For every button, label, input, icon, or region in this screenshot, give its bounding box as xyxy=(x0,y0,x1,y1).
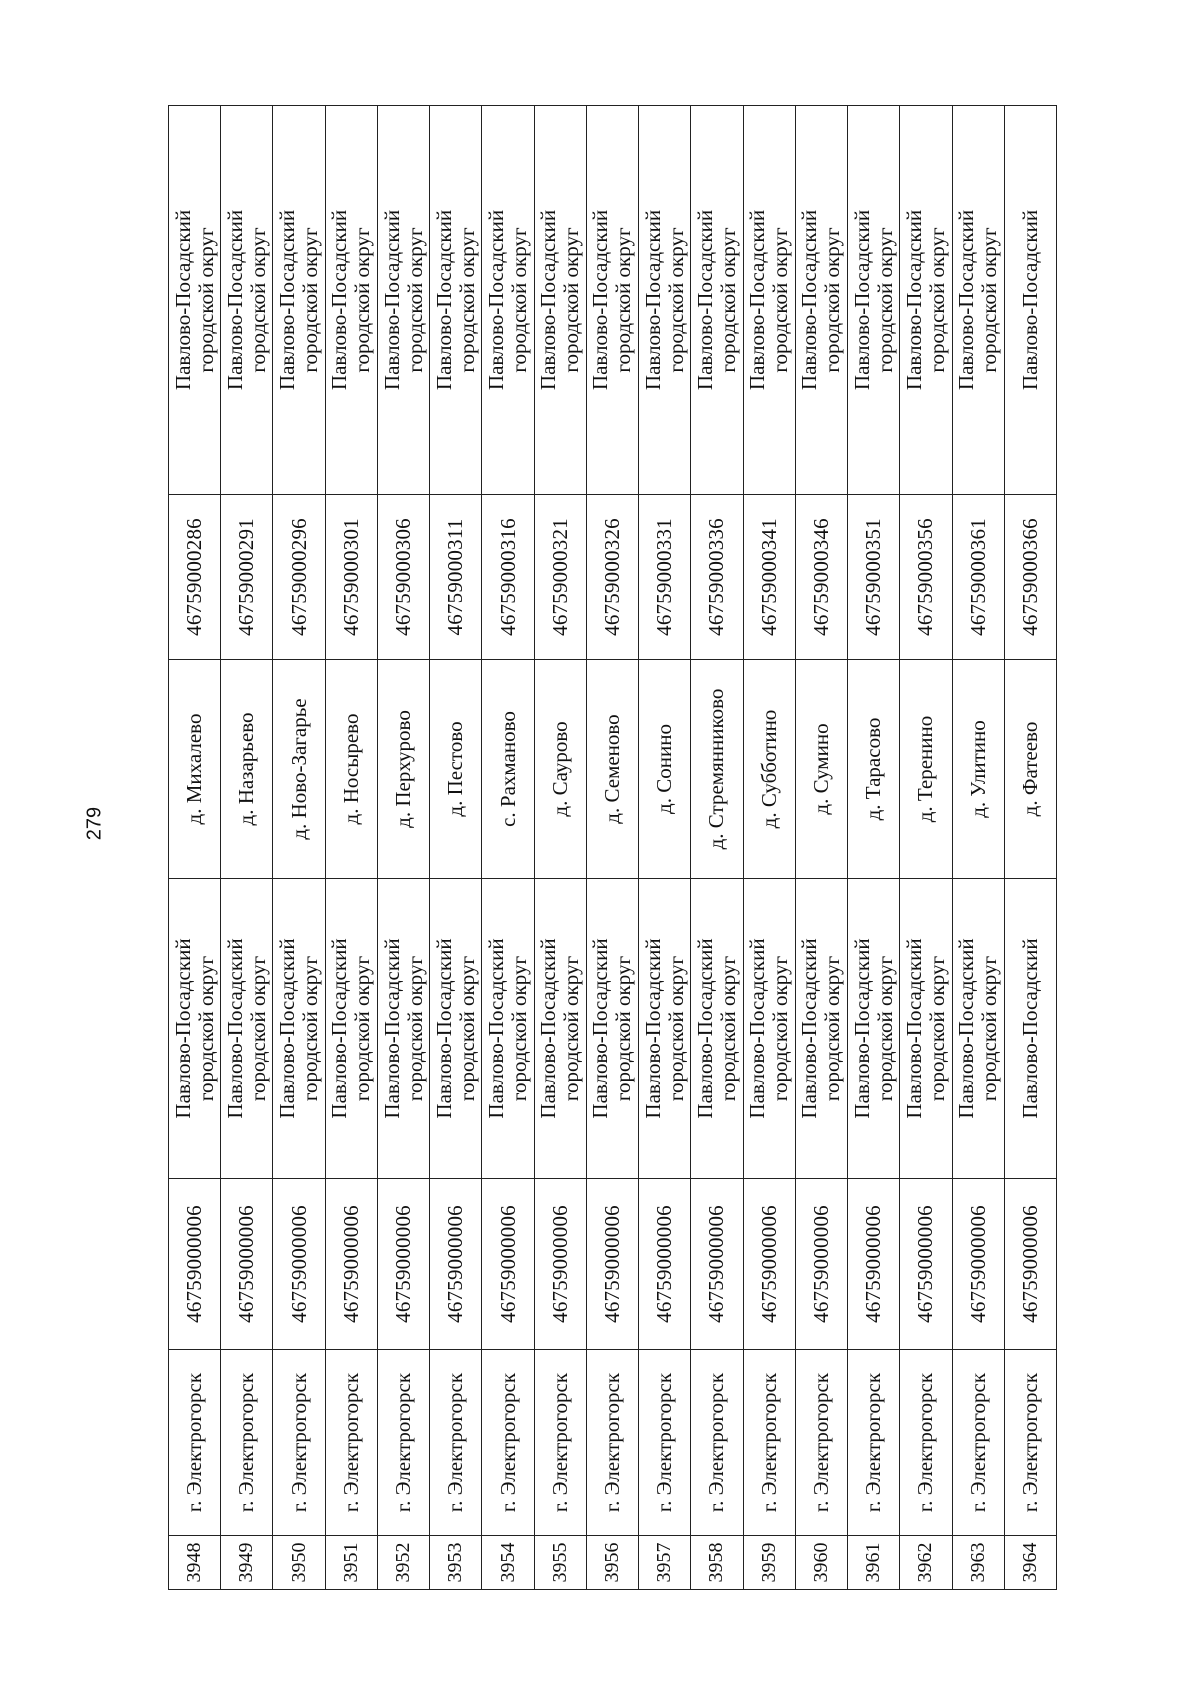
okrug-locality-cell xyxy=(795,106,847,495)
row-number-cell: 3959 xyxy=(743,1536,795,1590)
okrug-locality-cell-line2: городской округ xyxy=(350,227,375,373)
okrug-city-cell-line2: городской округ xyxy=(611,955,636,1102)
oktmo-locality-cell: 46759000321 xyxy=(534,495,586,660)
locality-cell: д. Субботино xyxy=(743,660,795,879)
okrug-locality-cell-line1: Павлово-Посадский xyxy=(222,209,247,391)
okrug-city-cell-line1: Павлово-Посадский xyxy=(275,938,300,1119)
table-row xyxy=(952,106,1004,1590)
row-number-cell: 3956 xyxy=(586,1536,638,1590)
locality-cell: д. Носырево xyxy=(325,660,377,879)
okrug-city-cell-line1: Павлово-Посадский xyxy=(327,938,352,1119)
okrug-city-cell xyxy=(639,879,691,1179)
city-cell: г. Электрогорск xyxy=(169,1350,221,1536)
okrug-city-cell-line1: Павлово-Посадский xyxy=(484,938,509,1119)
okrug-city-cell-line1: Павлово-Посадский xyxy=(379,938,404,1119)
city-cell: г. Электрогорск xyxy=(795,1350,847,1536)
okrug-locality-cell-line2: городской округ xyxy=(768,227,793,373)
okrug-locality-cell xyxy=(848,106,900,495)
oktmo-city-cell: 46759000006 xyxy=(482,1179,534,1350)
oktmo-city-cell: 46759000006 xyxy=(377,1179,429,1350)
table-row xyxy=(1004,106,1056,1590)
okrug-locality-cell xyxy=(691,106,743,495)
oktmo-locality-cell: 46759000351 xyxy=(848,495,900,660)
table-row xyxy=(639,106,691,1590)
okrug-city-cell-line2: городской округ xyxy=(924,955,949,1102)
locality-cell: д. Ново-Загарье xyxy=(273,660,325,879)
oktmo-city-cell: 46759000006 xyxy=(691,1179,743,1350)
row-number-cell: 3954 xyxy=(482,1536,534,1590)
oktmo-city-cell: 46759000006 xyxy=(743,1179,795,1350)
okrug-locality-cell-line1: Павлово-Посадский xyxy=(431,209,456,391)
row-number-cell: 3953 xyxy=(430,1536,482,1590)
okrug-locality-cell-line1: Павлово-Посадский xyxy=(797,209,822,391)
okrug-locality-cell xyxy=(325,106,377,495)
oktmo-city-cell: 46759000006 xyxy=(221,1179,273,1350)
table-row xyxy=(377,106,429,1590)
okrug-locality-cell xyxy=(1004,106,1056,495)
page-number: 279 xyxy=(83,806,106,841)
oktmo-locality-cell: 46759000366 xyxy=(1004,495,1056,660)
locality-cell: д. Сумино xyxy=(795,660,847,879)
table-container xyxy=(168,106,1056,1590)
okrug-locality-cell xyxy=(586,106,638,495)
okrug-city-cell xyxy=(273,879,325,1179)
oktmo-locality-cell: 46759000341 xyxy=(743,495,795,660)
okrug-locality-cell xyxy=(900,106,952,495)
locality-cell: д. Пестово xyxy=(430,660,482,879)
okrug-city-cell-line2: городской округ xyxy=(298,955,323,1102)
okrug-city-cell xyxy=(952,879,1004,1179)
table-row xyxy=(795,106,847,1590)
row-number-cell: 3962 xyxy=(900,1536,952,1590)
row-number-cell: 3948 xyxy=(169,1536,221,1590)
okrug-locality-cell-line1: Павлово-Посадский xyxy=(275,209,300,391)
city-cell: г. Электрогорск xyxy=(743,1350,795,1536)
okrug-city-cell xyxy=(691,879,743,1179)
row-number-cell: 3951 xyxy=(325,1536,377,1590)
city-cell: г. Электрогорск xyxy=(900,1350,952,1536)
okrug-locality-cell-line2: городской округ xyxy=(715,227,740,373)
okrug-locality-cell-line1: Павлово-Посадский xyxy=(170,209,195,391)
oktmo-city-cell: 46759000006 xyxy=(952,1179,1004,1350)
okrug-city-cell xyxy=(169,879,221,1179)
okrug-city-cell-line1: Павлово-Посадский xyxy=(692,938,717,1119)
table-row xyxy=(691,106,743,1590)
table-row xyxy=(900,106,952,1590)
table-row xyxy=(482,106,534,1590)
okrug-city-cell xyxy=(430,879,482,1179)
table-row xyxy=(325,106,377,1590)
city-cell: г. Электрогорск xyxy=(325,1350,377,1536)
okrug-city-cell xyxy=(221,879,273,1179)
okrug-locality-cell-line2: городской округ xyxy=(977,227,1002,373)
okrug-city-cell-line1: Павлово-Посадский xyxy=(797,938,822,1119)
okrug-locality-cell-line1: Павлово-Посадский xyxy=(1017,209,1042,391)
city-cell: г. Электрогорск xyxy=(848,1350,900,1536)
oktmo-locality-cell: 46759000356 xyxy=(900,495,952,660)
okrug-city-cell xyxy=(743,879,795,1179)
row-number-cell: 3958 xyxy=(691,1536,743,1590)
okrug-locality-cell-line1: Павлово-Посадский xyxy=(901,209,926,391)
locality-cell: д. Михалево xyxy=(169,660,221,879)
okrug-locality-cell-line2: городской округ xyxy=(402,227,427,373)
okrug-city-cell-line1: Павлово-Посадский xyxy=(1017,938,1042,1119)
okrug-locality-cell-line2: городской округ xyxy=(245,227,270,373)
row-number-cell: 3949 xyxy=(221,1536,273,1590)
oktmo-locality-cell: 46759000301 xyxy=(325,495,377,660)
okrug-city-cell-line1: Павлово-Посадский xyxy=(170,938,195,1119)
oktmo-city-cell: 46759000006 xyxy=(430,1179,482,1350)
city-cell: г. Электрогорск xyxy=(377,1350,429,1536)
oktmo-locality-cell: 46759000336 xyxy=(691,495,743,660)
oktmo-locality-cell: 46759000361 xyxy=(952,495,1004,660)
city-cell: г. Электрогорск xyxy=(586,1350,638,1536)
locality-cell: д. Назарьево xyxy=(221,660,273,879)
okrug-locality-cell-line2: городской округ xyxy=(663,227,688,373)
okrug-locality-cell-line2: городской округ xyxy=(872,227,897,373)
okrug-city-cell xyxy=(482,879,534,1179)
okrug-locality-cell-line2: городской округ xyxy=(611,227,636,373)
row-number-cell: 3955 xyxy=(534,1536,586,1590)
row-number-cell: 3950 xyxy=(273,1536,325,1590)
okrug-locality-cell-line2: городской округ xyxy=(454,227,479,373)
row-number-cell: 3963 xyxy=(952,1536,1004,1590)
okrug-locality-cell xyxy=(482,106,534,495)
okrug-city-cell-line2: городской округ xyxy=(715,955,740,1102)
okrug-city-cell xyxy=(848,879,900,1179)
okrug-locality-cell-line2: городской округ xyxy=(298,227,323,373)
row-number-cell: 3964 xyxy=(1004,1536,1056,1590)
okrug-locality-cell-line2: городской округ xyxy=(924,227,949,373)
okrug-city-cell-line2: городской округ xyxy=(245,955,270,1102)
registry-table xyxy=(168,105,1057,1590)
okrug-locality-cell xyxy=(952,106,1004,495)
oktmo-city-cell: 46759000006 xyxy=(534,1179,586,1350)
okrug-city-cell-line2: городской округ xyxy=(872,955,897,1102)
locality-cell: д. Улитино xyxy=(952,660,1004,879)
okrug-city-cell-line2: городской округ xyxy=(977,955,1002,1102)
table-row xyxy=(743,106,795,1590)
oktmo-locality-cell: 46759000296 xyxy=(273,495,325,660)
okrug-locality-cell xyxy=(169,106,221,495)
okrug-city-cell xyxy=(795,879,847,1179)
okrug-locality-cell xyxy=(377,106,429,495)
okrug-locality-cell-line2: городской округ xyxy=(559,227,584,373)
okrug-city-cell xyxy=(325,879,377,1179)
city-cell: г. Электрогорск xyxy=(221,1350,273,1536)
table-row xyxy=(221,106,273,1590)
okrug-city-cell-line2: городской округ xyxy=(402,955,427,1102)
okrug-city-cell-line1: Павлово-Посадский xyxy=(536,938,561,1119)
row-number-cell: 3960 xyxy=(795,1536,847,1590)
city-cell: г. Электрогорск xyxy=(430,1350,482,1536)
locality-cell: д. Теренино xyxy=(900,660,952,879)
city-cell: г. Электрогорск xyxy=(273,1350,325,1536)
oktmo-city-cell: 46759000006 xyxy=(795,1179,847,1350)
oktmo-city-cell: 46759000006 xyxy=(1004,1179,1056,1350)
okrug-locality-cell-line1: Павлово-Посадский xyxy=(588,209,613,391)
city-cell: г. Электрогорск xyxy=(952,1350,1004,1536)
okrug-city-cell-line2: городской округ xyxy=(820,955,845,1102)
okrug-city-cell xyxy=(900,879,952,1179)
okrug-locality-cell-line1: Павлово-Посадский xyxy=(692,209,717,391)
okrug-city-cell-line1: Павлово-Посадский xyxy=(849,938,874,1119)
okrug-locality-cell-line1: Павлово-Посадский xyxy=(536,209,561,391)
table-row xyxy=(273,106,325,1590)
okrug-city-cell-line1: Павлово-Посадский xyxy=(901,938,926,1119)
oktmo-locality-cell: 46759000311 xyxy=(430,495,482,660)
okrug-locality-cell-line2: городской округ xyxy=(507,227,532,373)
city-cell: г. Электрогорск xyxy=(482,1350,534,1536)
okrug-locality-cell xyxy=(221,106,273,495)
okrug-locality-cell xyxy=(273,106,325,495)
okrug-city-cell-line2: городской округ xyxy=(193,955,218,1102)
locality-cell: д. Стремянниково xyxy=(691,660,743,879)
oktmo-city-cell: 46759000006 xyxy=(586,1179,638,1350)
row-number-cell: 3952 xyxy=(377,1536,429,1590)
oktmo-locality-cell: 46759000331 xyxy=(639,495,691,660)
oktmo-locality-cell: 46759000326 xyxy=(586,495,638,660)
okrug-city-cell xyxy=(586,879,638,1179)
okrug-locality-cell-line1: Павлово-Посадский xyxy=(849,209,874,391)
okrug-city-cell-line2: городской округ xyxy=(663,955,688,1102)
table-row xyxy=(534,106,586,1590)
okrug-city-cell-line2: городской округ xyxy=(507,955,532,1102)
okrug-locality-cell-line1: Павлово-Посадский xyxy=(379,209,404,391)
locality-cell: д. Семеново xyxy=(586,660,638,879)
oktmo-city-cell: 46759000006 xyxy=(325,1179,377,1350)
okrug-locality-cell xyxy=(534,106,586,495)
oktmo-city-cell: 46759000006 xyxy=(900,1179,952,1350)
oktmo-locality-cell: 46759000291 xyxy=(221,495,273,660)
okrug-locality-cell-line1: Павлово-Посадский xyxy=(484,209,509,391)
okrug-locality-cell-line1: Павлово-Посадский xyxy=(745,209,770,391)
okrug-city-cell-line1: Павлово-Посадский xyxy=(745,938,770,1119)
oktmo-city-cell: 46759000006 xyxy=(169,1179,221,1350)
table-row xyxy=(586,106,638,1590)
locality-cell: д. Саурово xyxy=(534,660,586,879)
okrug-locality-cell-line1: Павлово-Посадский xyxy=(640,209,665,391)
oktmo-city-cell: 46759000006 xyxy=(639,1179,691,1350)
city-cell: г. Электрогорск xyxy=(691,1350,743,1536)
oktmo-city-cell: 46759000006 xyxy=(848,1179,900,1350)
okrug-city-cell xyxy=(377,879,429,1179)
table-row xyxy=(430,106,482,1590)
okrug-locality-cell-line2: городской округ xyxy=(820,227,845,373)
oktmo-locality-cell: 46759000346 xyxy=(795,495,847,660)
okrug-locality-cell xyxy=(743,106,795,495)
okrug-city-cell-line1: Павлово-Посадский xyxy=(222,938,247,1119)
row-number-cell: 3957 xyxy=(639,1536,691,1590)
okrug-locality-cell xyxy=(430,106,482,495)
okrug-locality-cell xyxy=(639,106,691,495)
city-cell: г. Электрогорск xyxy=(1004,1350,1056,1536)
okrug-city-cell-line1: Павлово-Посадский xyxy=(954,938,979,1119)
locality-cell: с. Рахманово xyxy=(482,660,534,879)
table-body xyxy=(169,106,1057,1590)
city-cell: г. Электрогорск xyxy=(534,1350,586,1536)
oktmo-locality-cell: 46759000316 xyxy=(482,495,534,660)
okrug-city-cell-line2: городской округ xyxy=(768,955,793,1102)
row-number-cell: 3961 xyxy=(848,1536,900,1590)
locality-cell: д. Фатеево xyxy=(1004,660,1056,879)
oktmo-locality-cell: 46759000286 xyxy=(169,495,221,660)
okrug-city-cell-line2: городской округ xyxy=(559,955,584,1102)
locality-cell: д. Перхурово xyxy=(377,660,429,879)
table-row xyxy=(169,106,221,1590)
oktmo-city-cell: 46759000006 xyxy=(273,1179,325,1350)
table-row xyxy=(848,106,900,1590)
oktmo-locality-cell: 46759000306 xyxy=(377,495,429,660)
okrug-city-cell xyxy=(1004,879,1056,1179)
okrug-city-cell-line1: Павлово-Посадский xyxy=(588,938,613,1119)
okrug-city-cell-line1: Павлово-Посадский xyxy=(640,938,665,1119)
okrug-locality-cell-line1: Павлово-Посадский xyxy=(954,209,979,391)
locality-cell: д. Сонино xyxy=(639,660,691,879)
okrug-city-cell-line2: городской округ xyxy=(350,955,375,1102)
okrug-city-cell xyxy=(534,879,586,1179)
locality-cell: д. Тарасово xyxy=(848,660,900,879)
okrug-city-cell-line2: городской округ xyxy=(454,955,479,1102)
okrug-locality-cell-line1: Павлово-Посадский xyxy=(327,209,352,391)
city-cell: г. Электрогорск xyxy=(639,1350,691,1536)
okrug-locality-cell-line2: городской округ xyxy=(193,227,218,373)
okrug-city-cell-line1: Павлово-Посадский xyxy=(431,938,456,1119)
